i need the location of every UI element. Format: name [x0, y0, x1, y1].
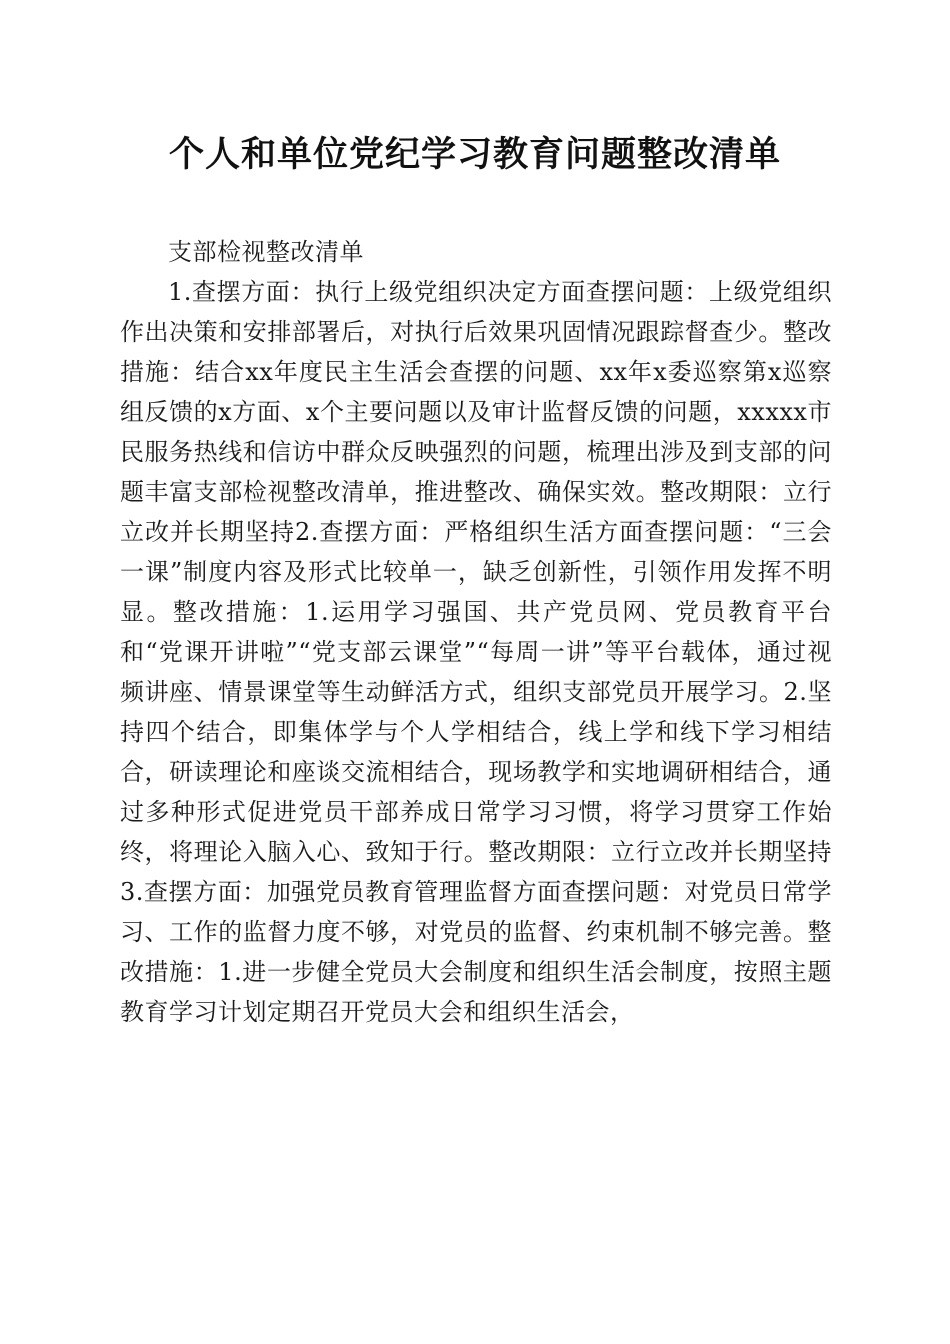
body-paragraph: 1.查摆方面：执行上级党组织决定方面查摆问题：上级党组织作出决策和安排部署后，对执行后效果巩固情况跟踪督查少。整改措施：结合xx年度民主生活会查摆的问题、xx年x委巡察第x巡察组反馈的x方面、x个主要问题以及审计监督反馈的问题，xxxxx市民服务热线和信访中群众反映强烈的问题，梳理出涉及到支部的问题丰富支部检视整改清单，推进整改、确保实效。整改期限：立行立改并长期坚持2.查摆方面：严格组织生活方面查摆问题：“三会一课”制度内容及形式比较单一，缺乏创新性，引领作用发挥不明显。整改措施：1.运用学习强国、共产党员网、党员教育平台和“党课开讲啦”“党支部云课堂”“每周一讲”等平台载体，通过视频讲座、情景课堂等生动鲜活方式，组织支部党员开展学习。2.坚持四个结合，即集体学与个人学相结合，线上学和线下学习相结合，研读理论和座谈交流相结合，现场教学和实地调研相结合，通过多种形式促进党员干部养成日常学习习惯，将学习贯穿工作始终，将理论入脑入心、致知于行。整改期限：立行立改并长期坚持3.查摆方面：加强党员教育管理监督方面查摆问题：对党员日常学习、工作的监督力度不够，对党员的监督、约束机制不够完善。整改措施：1.进一步健全党员大会制度和组织生活会制度，按照主题教育学习计划定期召开党员大会和组织生活会， [120, 278, 832, 1026]
section-subheading: 支部检视整改清单 [168, 238, 364, 266]
document-body [120, 232, 832, 1032]
document-title: 个人和单位党纪学习教育问题整改清单 [168, 134, 781, 175]
